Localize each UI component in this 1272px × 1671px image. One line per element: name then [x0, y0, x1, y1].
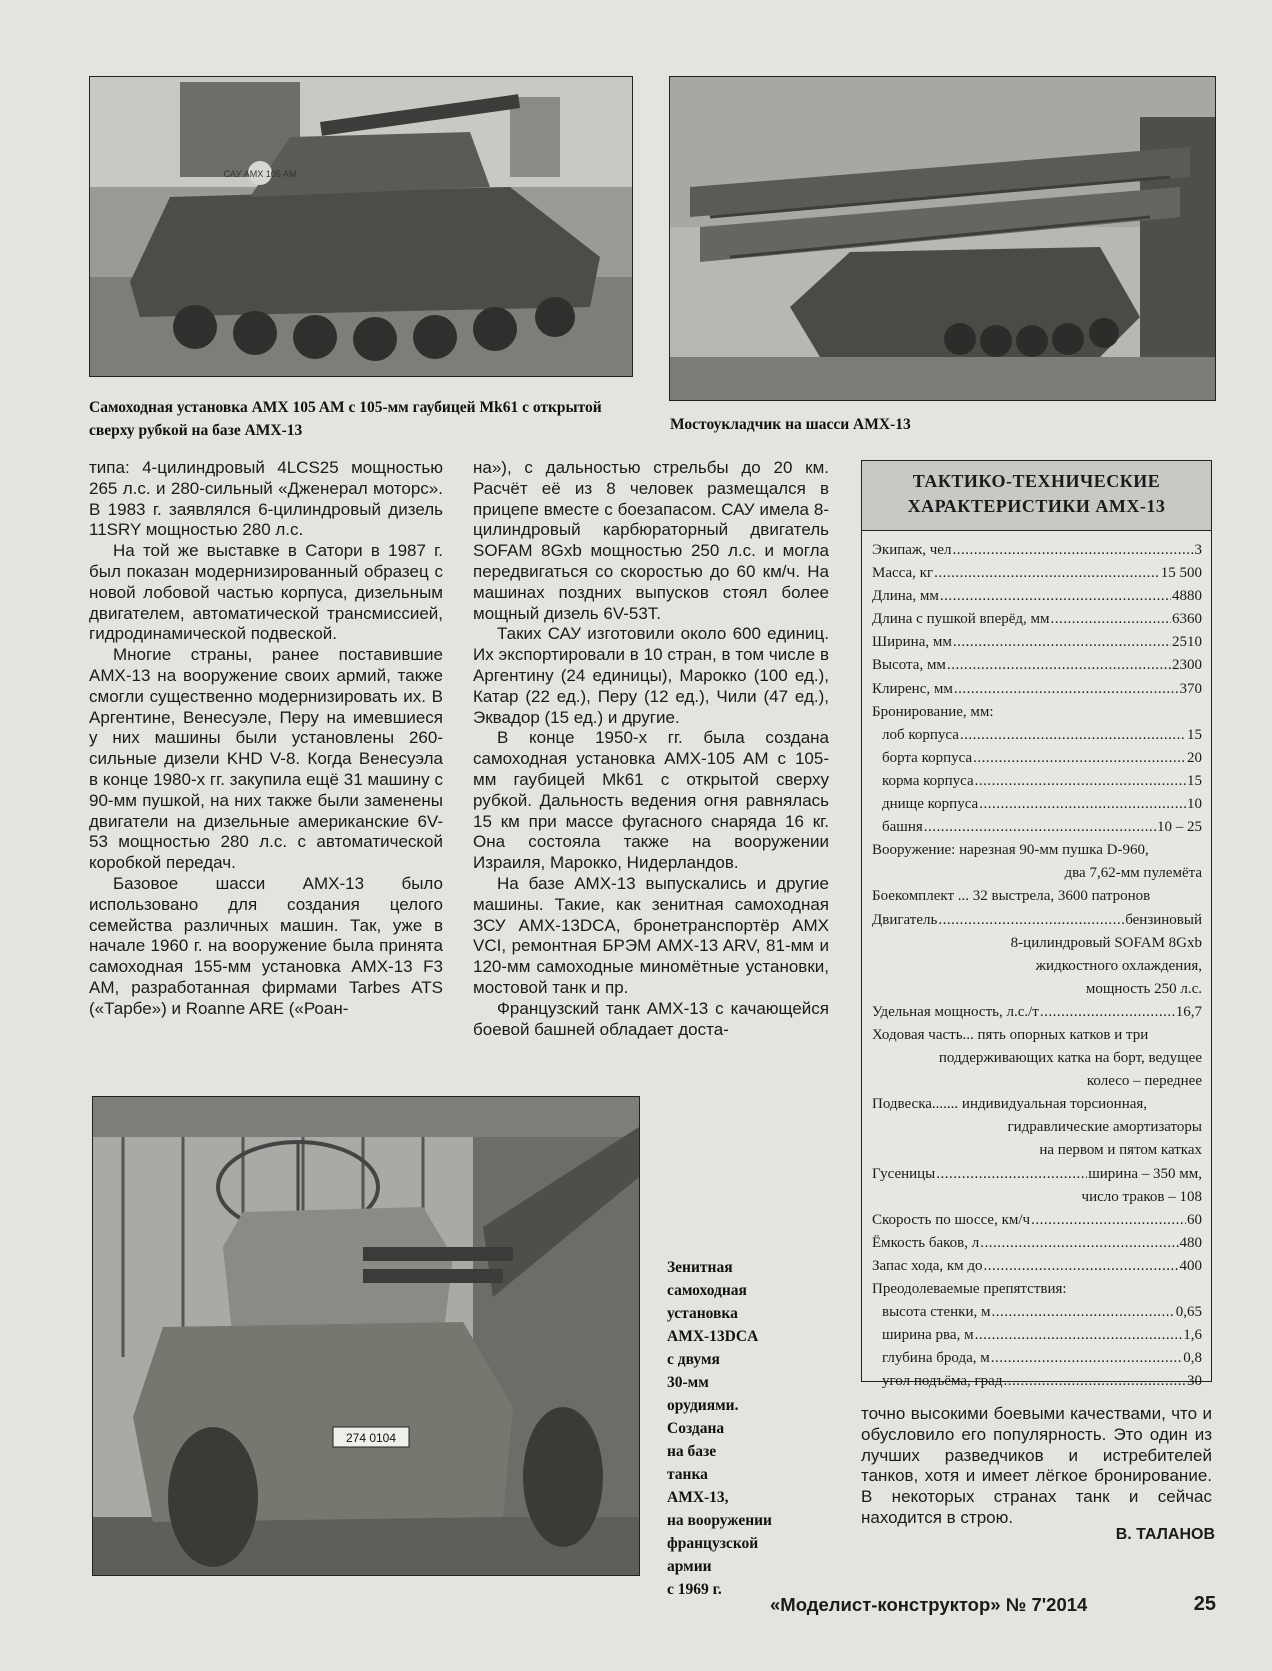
spec-length-gun: Длина с пушкой вперёд, мм ..... 6360 — [872, 608, 1202, 631]
spec-ford: глубина брода, м ..... 0,8 — [872, 1347, 1202, 1370]
spec-slope: угол подъёма, град ..... 30 — [872, 1370, 1202, 1393]
spec-table — [861, 460, 1212, 1390]
spec-suspension-3: на первом и пятом катках — [1039, 1142, 1202, 1159]
photo-amx-13dca — [92, 1096, 640, 1576]
text-column-1 — [89, 458, 443, 1020]
spec-title: ТАКТИКО-ТЕХНИЧЕСКИЕ ХАРАКТЕРИСТИКИ AMX-13 — [862, 461, 1211, 531]
spec-engine-4: мощность 250 л.с. — [1085, 980, 1202, 997]
spec-clearance: Клиренс, мм ..... 370 — [872, 678, 1202, 701]
caption-bridge-layer: Мостоукладчик на шасси AMX-13 — [670, 416, 911, 433]
spec-tracks: Гусеницы ..... ширина – 350 мм, — [872, 1163, 1202, 1186]
spec-armor-side: борта корпуса ..... 20 — [872, 747, 1202, 770]
spec-width: Ширина, мм ..... 2510 — [872, 631, 1202, 654]
spec-range: Запас хода, км до ..... 400 — [872, 1255, 1202, 1278]
paragraph: точно высокими боевыми качествами, что и обусловило его популярность. Это один из лучших разведчиков и истребителей танков, хотя и имеет лёгкое бронирование. В некоторых странах танк и сейчас находится в строю. — [861, 1404, 1212, 1527]
spec-running-gear-3: колесо – переднее — [1086, 1073, 1202, 1090]
caption-amx-105-am: Самоходная установка AMX 105 AM с 105-мм гаубицей Mk61 с открытой сверху рубкой на базе AMX-13 — [89, 399, 602, 439]
spec-armor-heading: Бронирование, мм: — [872, 703, 994, 720]
spec-armament-2: два 7,62-мм пулемёта — [1064, 865, 1202, 882]
text-column-2 — [473, 458, 829, 1040]
paragraph: На базе AMX-13 выпускались и другие машины. Такие, как зенитная самоходная ЗСУ AMX-13DCA, бронетранспортёр AMX VCI, ремонтная БРЭМ AMX-13 ARV, 81-мм и 120-мм самоходные миномётные установки, мостовой танк и пр. — [473, 873, 829, 997]
spec-ditch: ширина рва, м ..... 1,6 — [872, 1324, 1202, 1347]
spec-engine: Двигатель ..... бензиновый — [872, 909, 1202, 932]
paragraph: На той же выставке в Сатори в 1987 г. был показан модернизированный образец с новой лобовой частью корпуса, дизельным двигателем, автоматической трансмиссией, гидродинамической подвеской. — [89, 541, 443, 644]
caption-amx-13dca: Зенитная самоходная установка AMX-13DCA с двумя 30-мм орудиями. Создана на базе танка AMX-13, на вооружении французской армии с 1969 г. — [667, 1259, 772, 1598]
spec-armor-turret: башня ..... 10 – 25 — [872, 816, 1202, 839]
paragraph: Таких САУ изготовили около 600 единиц. Их экспортировали в 10 стран, в том числе в Аргентину (24 единицы), Марокко (100 ед.), Катар (22 ед.), Перу (12 ед.), Чили (47 ед.), Эквадор (15 ед.) и другие. — [473, 624, 829, 727]
photo-bridge-layer — [669, 76, 1216, 401]
spec-armor-rear: корма корпуса ..... 15 — [872, 770, 1202, 793]
spec-suspension-2: гидравлические амортизаторы — [1007, 1119, 1202, 1136]
paragraph: Базовое шасси AMX-13 было использовано для создания целого семейства различных машин. Так, уже в начале 1960 г. на вооружение была принята самоходная 155-мм установка AMX-13 F3 AM, разработанная фирмами Tarbes ATS («Тарбе») и Roanne ARE («Роан- — [89, 873, 443, 1018]
magazine-footer: «Моделист-конструктор» № 7'2014 — [770, 1594, 1088, 1615]
photo-amx-105-am — [89, 76, 633, 377]
spec-obstacles-heading: Преодолеваемые препятствия: — [872, 1281, 1067, 1297]
spec-crew: Экипаж, чел ..... 3 — [872, 539, 1202, 562]
spec-suspension: Подвеска....... индивидуальная торсионная, — [872, 1096, 1148, 1113]
paragraph: В конце 1950-х гг. была создана самоходная установка AMX-105 AM с 105-мм гаубицей Mk61 с открытой сверху рубкой. Дальность ведения огня равнялась 15 км при массе фугасного снаряда 16 кг. Она состояла также на вооружении Израиля, Марокко, Нидерландов. — [473, 728, 829, 873]
paragraph: типа: 4-цилиндровый 4LCS25 мощностью 265 л.с. и 280-сильный «Дженерал моторс». В 1983 г. заявлялся 6-цилиндровый дизель 11SRY мощностью 280 л.с. — [89, 458, 443, 540]
paragraph: Французский танк AMX-13 с качающейся боевой башней обладает доста- — [473, 998, 829, 1039]
photo-amx-105-am-label: САУ AMX 105 AM — [223, 169, 297, 179]
author: В. ТАЛАНОВ — [1115, 1526, 1215, 1543]
spec-speed: Скорость по шоссе, км/ч ..... 60 — [872, 1209, 1202, 1232]
spec-ammo: Боекомплект ... 32 выстрела, 3600 патронов — [872, 888, 1151, 905]
spec-engine-2: 8-цилиндровый SOFAM 8Gxb — [1010, 934, 1202, 951]
plate-number: 274 0104 — [345, 1431, 397, 1445]
paragraph: на»), с дальностью стрельбы до 20 км. Расчёт её из 8 человек размещался в прицепе вместе с боезапасом. САУ имела 8-цилиндровый карбюраторный двигатель SOFAM 8Gxb мощностью 250 л.с. и могла передвигаться со скоростью до 60 км/ч. На машинах поздних выпусков стоял более мощный дизель 6V-53T. — [473, 458, 829, 623]
spec-armament: Вооружение: нарезная 90-мм пушка D-960, — [872, 842, 1149, 859]
spec-power-ratio: Удельная мощность, л.с./т ..... 16,7 — [872, 1001, 1202, 1024]
spec-engine-3: жидкостного охлаждения, — [1035, 957, 1202, 974]
spec-armor-front: лоб корпуса ..... 15 — [872, 724, 1202, 747]
spec-armor-bottom: днище корпуса ..... 10 — [872, 793, 1202, 816]
spec-tracks-2: число траков – 108 — [1081, 1188, 1202, 1205]
spec-running-gear: Ходовая часть... пять опорных катков и три — [872, 1026, 1149, 1043]
paragraph: Многие страны, ранее поставившие AMX-13 на вооружение своих армий, также смогли существенно модернизировать их. В Аргентине, Венесуэле, Перу на имевшиеся у них машины были установлены 260-сильные дизели KHD V-8. Когда Венесуэла в конце 1980-х гг. закупила ещё 31 машину с 90-мм пушкой, на них также были заменены двигатели на дизельные американские 6V-53 мощностью 280 л.с. с автоматической коробкой передач. — [89, 645, 443, 873]
spec-mass: Масса, кг ..... 15 500 — [872, 562, 1202, 585]
page-number: 25 — [1193, 1593, 1216, 1615]
spec-running-gear-2: поддерживающих катка на борт, ведущее — [938, 1050, 1202, 1067]
spec-length: Длина, мм ..... 4880 — [872, 585, 1202, 608]
spec-height: Высота, мм ..... 2300 — [872, 654, 1202, 677]
spec-fuel: Ёмкость баков, л ..... 480 — [872, 1232, 1202, 1255]
spec-wall: высота стенки, м ..... 0,65 — [872, 1301, 1202, 1324]
text-column-3 — [861, 1404, 1212, 1529]
